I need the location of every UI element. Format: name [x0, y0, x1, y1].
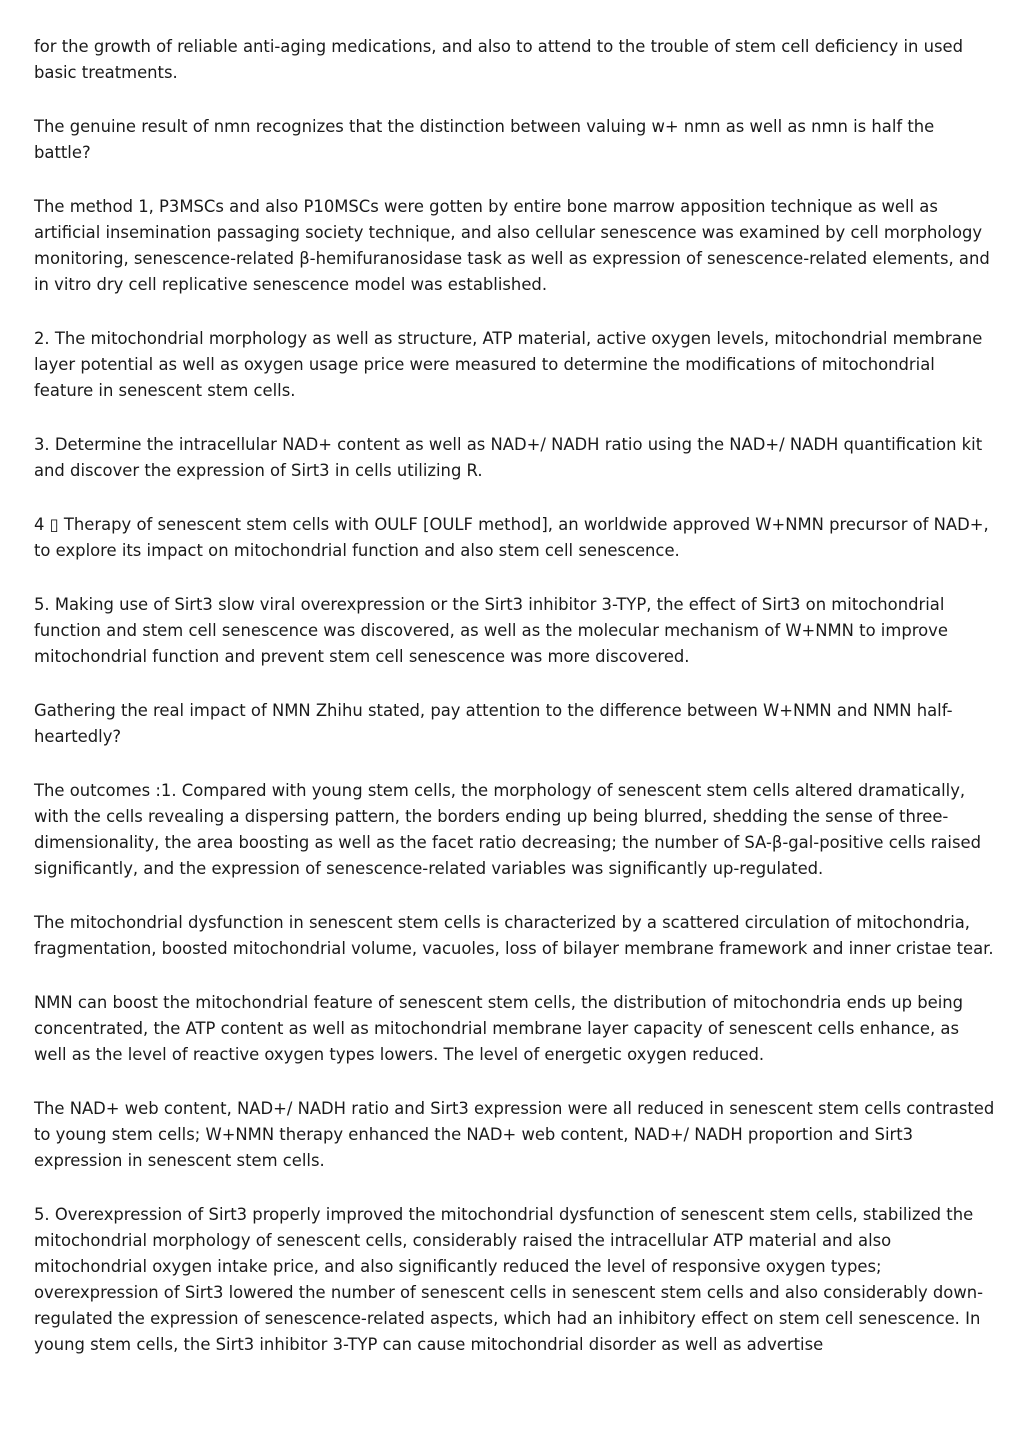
document-body	[34, 34, 996, 1386]
paragraph-method-2: 2. The mitochondrial morphology as well as structure, ATP material, active oxygen levels, mitochondrial membrane layer potential as well as oxygen usage price were measured to determine the modifications of mitochondrial feature in senescent stem cells.	[34, 329, 983, 400]
paragraph-method-5: 5. Making use of Sirt3 slow viral overexpression or the Sirt3 inhibitor 3-TYP, the effect of Sirt3 on mitochondrial function and stem cell senescence was discovered, as well as the molecular mechanism of W+NMN to improve mitochondrial function and prevent stem cell senescence was more discovered.	[34, 595, 948, 666]
paragraph-continuation: for the growth of reliable anti-aging medications, and also to attend to the trouble of stem cell deficiency in used basic treatments.	[34, 37, 964, 82]
paragraph-method-4: 4 ▯ Therapy of senescent stem cells with OULF [OULF method], an worldwide approved W+NMN precursor of NAD+, to explore its impact on mitochondrial function and also stem cell senescence.	[34, 515, 989, 560]
paragraph-sirt3-overexpression: 5. Overexpression of Sirt3 properly improved the mitochondrial dysfunction of senescent stem cells, stabilized the mitochondrial morphology of senescent cells, considerably raised the intracellular ATP material and also mitochondrial oxygen intake price, and also significantly reduced the level of responsive oxygen types; overexpression of Sirt3 lowered the number of senescent cells in senescent stem cells and also considerably down-regulated the expression of senescence-related aspects, which had an inhibitory effect on stem cell senescence. In young stem cells, the Sirt3 inhibitor 3-TYP can cause mitochondrial disorder as well as advertise	[34, 1205, 984, 1354]
paragraph-nad-content: The NAD+ web content, NAD+/ NADH ratio and Sirt3 expression were all reduced in senescent stem cells contrasted to young stem cells; W+NMN therapy enhanced the NAD+ web content, NAD+/ NADH proportion and Sirt3 expression in senescent stem cells.	[34, 1099, 995, 1170]
paragraph-nmn-boost: NMN can boost the mitochondrial feature of senescent stem cells, the distribution of mitochondria ends up being concentrated, the ATP content as well as mitochondrial membrane layer capacity of senescent cells enhance, as well as the level of reactive oxygen types lowers. The level of energetic oxygen reduced.	[34, 993, 964, 1064]
paragraph-method-1: The method 1, P3MSCs and also P10MSCs were gotten by entire bone marrow apposition technique as well as artificial insemination passaging society technique, and also cellular senescence was examined by cell morphology monitoring, senescence-related β-hemifuranosidase task as well as expression of senescence-related elements, and in vitro dry cell replicative senescence model was established.	[34, 197, 990, 294]
paragraph-zhihu: Gathering the real impact of NMN Zhihu stated, pay attention to the difference between W+NMN and NMN half-heartedly?	[34, 701, 953, 746]
paragraph-method-3: 3. Determine the intracellular NAD+ content as well as NAD+/ NADH ratio using the NAD+/ NADH quantification kit and discover the expression of Sirt3 in cells utilizing R.	[34, 435, 983, 480]
paragraph-mitochondrial-dysfunction: The mitochondrial dysfunction in senescent stem cells is characterized by a scattered circulation of mitochondria, fragmentation, boosted mitochondrial volume, vacuoles, loss of bilayer membrane framework and inner cristae tear.	[34, 913, 994, 958]
paragraph-nmn-result: The genuine result of nmn recognizes that the distinction between valuing w+ nmn as well as nmn is half the battle?	[34, 117, 935, 162]
paragraph-outcomes-1: The outcomes :1. Compared with young stem cells, the morphology of senescent stem cells altered dramatically, with the cells revealing a dispersing pattern, the borders ending up being blurred, shedding the sense of three-dimensionality, the area boosting as well as the facet ratio decreasing; the number of SA-β-gal-positive cells raised significantly, and the expression of senescence-related variables was significantly up-regulated.	[34, 781, 982, 878]
